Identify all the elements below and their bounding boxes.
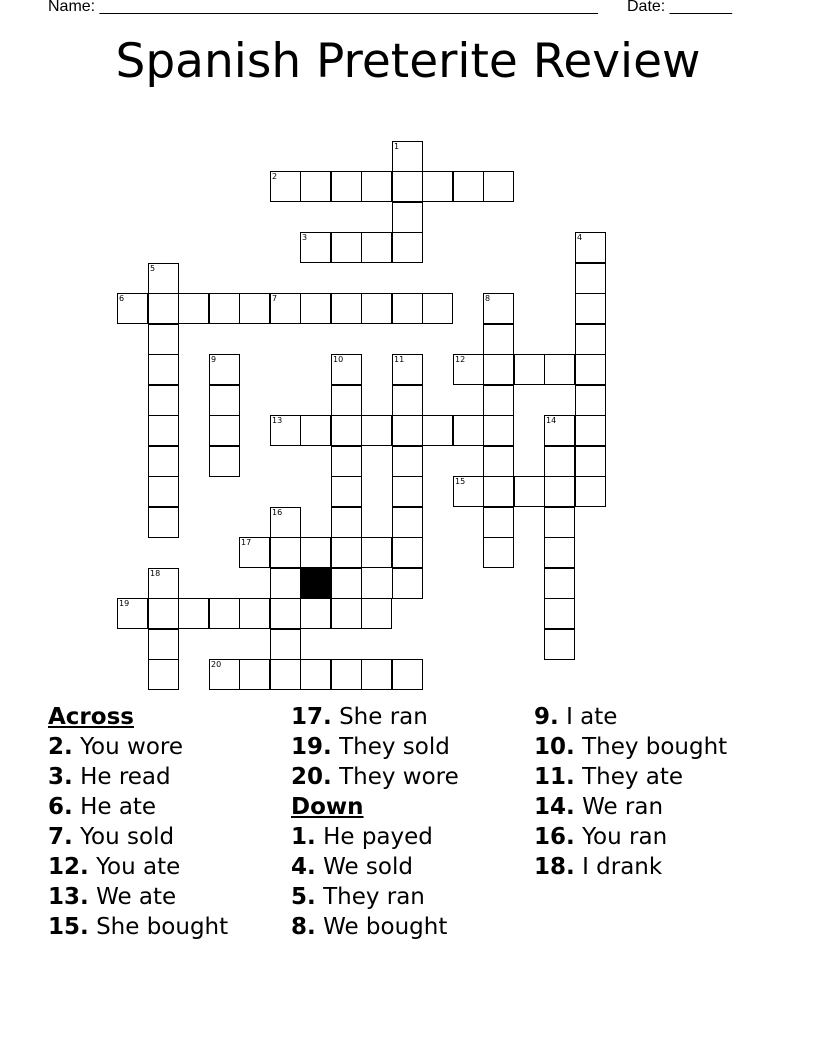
- grid-cell[interactable]: [331, 507, 362, 538]
- grid-cell[interactable]: [575, 476, 606, 507]
- grid-cell[interactable]: [270, 568, 301, 599]
- clue-text: She bought: [96, 914, 229, 940]
- grid-cell[interactable]: [453, 171, 484, 202]
- grid-cell[interactable]: [361, 537, 392, 568]
- clue-text: They sold: [339, 734, 450, 760]
- grid-cell[interactable]: [331, 446, 362, 477]
- grid-cell[interactable]: [148, 507, 179, 538]
- clue-number: 3: [302, 233, 308, 242]
- clue-number: 14.: [534, 794, 575, 820]
- grid-cell[interactable]: [544, 629, 575, 660]
- grid-cell[interactable]: [361, 171, 392, 202]
- date-field[interactable]: Date: _______: [627, 0, 732, 15]
- clue-number: 20: [211, 660, 222, 669]
- grid-cell[interactable]: [148, 476, 179, 507]
- grid-cell[interactable]: [544, 568, 575, 599]
- grid-cell[interactable]: [209, 659, 240, 690]
- clue-text: They bought: [582, 734, 728, 760]
- clue-number: 1: [394, 142, 400, 151]
- grid-cell[interactable]: [148, 629, 179, 660]
- grid-cell[interactable]: [392, 537, 423, 568]
- clue-number: 16: [272, 508, 283, 517]
- grid-cell[interactable]: [270, 659, 301, 690]
- grid-cell[interactable]: [270, 171, 301, 202]
- grid-cell[interactable]: [483, 293, 514, 324]
- clue-number: 11.: [534, 764, 575, 790]
- grid-cell[interactable]: [270, 598, 301, 629]
- clue-item: [291, 822, 459, 852]
- grid-cell[interactable]: [575, 324, 606, 355]
- clue-text: They wore: [339, 764, 459, 790]
- grid-cell[interactable]: [117, 293, 148, 324]
- clue-number: 19.: [291, 734, 332, 760]
- grid-cell[interactable]: [575, 354, 606, 385]
- grid-cell[interactable]: [392, 476, 423, 507]
- clue-number: 16.: [534, 824, 575, 850]
- clue-item: [48, 852, 228, 882]
- grid-cell[interactable]: [544, 476, 575, 507]
- grid-cell[interactable]: [148, 324, 179, 355]
- grid-cell[interactable]: [331, 171, 362, 202]
- grid-cell[interactable]: [270, 537, 301, 568]
- clue-text: We sold: [323, 854, 413, 880]
- grid-cell[interactable]: [544, 537, 575, 568]
- grid-cell[interactable]: [117, 598, 148, 629]
- grid-cell[interactable]: [148, 568, 179, 599]
- grid-cell[interactable]: [422, 415, 453, 446]
- clue-text: You wore: [80, 734, 184, 760]
- grid-cell[interactable]: [575, 263, 606, 294]
- grid-cell[interactable]: [148, 659, 179, 690]
- grid-cell[interactable]: [392, 568, 423, 599]
- grid-cell[interactable]: [331, 659, 362, 690]
- clue-item: [291, 912, 459, 942]
- grid-cell[interactable]: [575, 446, 606, 477]
- grid-cell[interactable]: [331, 598, 362, 629]
- clue-column-3: [534, 702, 727, 882]
- grid-cell[interactable]: [392, 659, 423, 690]
- grid-cell[interactable]: [483, 171, 514, 202]
- clue-item: [291, 882, 459, 912]
- clue-number: 7.: [48, 824, 73, 850]
- grid-cell[interactable]: [422, 293, 453, 324]
- grid-cell[interactable]: [300, 537, 331, 568]
- clue-number: 17: [241, 538, 252, 547]
- clue-number: 7: [272, 294, 278, 303]
- grid-cell[interactable]: [575, 415, 606, 446]
- clue-number: 8.: [291, 914, 316, 940]
- grid-cell[interactable]: [544, 507, 575, 538]
- across-heading: Across: [48, 704, 134, 730]
- grid-cell[interactable]: [270, 293, 301, 324]
- grid-cell[interactable]: [148, 385, 179, 416]
- clue-text: He ate: [80, 794, 157, 820]
- clue-item: [534, 822, 727, 852]
- grid-cell[interactable]: [270, 629, 301, 660]
- grid-cell[interactable]: [544, 446, 575, 477]
- grid-cell[interactable]: [483, 476, 514, 507]
- grid-cell[interactable]: [422, 171, 453, 202]
- clue-item: [534, 732, 727, 762]
- grid-cell[interactable]: [209, 446, 240, 477]
- grid-cell[interactable]: [270, 415, 301, 446]
- grid-cell[interactable]: [392, 446, 423, 477]
- grid-cell[interactable]: [209, 354, 240, 385]
- clue-number: 17.: [291, 704, 332, 730]
- grid-cell[interactable]: [239, 537, 270, 568]
- grid-cell[interactable]: [575, 293, 606, 324]
- grid-cell[interactable]: [300, 598, 331, 629]
- grid-cell[interactable]: [361, 659, 392, 690]
- clue-number: 2: [272, 172, 278, 181]
- clue-number: 12.: [48, 854, 89, 880]
- grid-cell[interactable]: [453, 354, 484, 385]
- clue-text: We bought: [323, 914, 448, 940]
- grid-cell[interactable]: [392, 354, 423, 385]
- clue-item: [534, 702, 727, 732]
- grid-cell[interactable]: [453, 415, 484, 446]
- clue-number: 3.: [48, 764, 73, 790]
- clue-number: 20.: [291, 764, 332, 790]
- grid-cell[interactable]: [331, 537, 362, 568]
- clue-number: 1.: [291, 824, 316, 850]
- clue-text: You sold: [80, 824, 175, 850]
- clue-item: [291, 762, 459, 792]
- clue-text: We ate: [96, 884, 177, 910]
- grid-cell[interactable]: [453, 476, 484, 507]
- clue-number: 18: [150, 569, 161, 578]
- grid-cell[interactable]: [331, 476, 362, 507]
- grid-cell[interactable]: [148, 293, 179, 324]
- clue-text: She ran: [339, 704, 428, 730]
- grid-black-cell: [300, 568, 331, 599]
- clue-number: 8: [485, 294, 491, 303]
- clue-number: 13: [272, 416, 283, 425]
- clue-text: You ate: [96, 854, 181, 880]
- clue-text: We ran: [582, 794, 664, 820]
- grid-cell[interactable]: [239, 293, 270, 324]
- clue-item: [48, 882, 228, 912]
- clue-text: He read: [80, 764, 171, 790]
- clue-number: 9: [211, 355, 217, 364]
- grid-cell[interactable]: [544, 354, 575, 385]
- clue-number: 15.: [48, 914, 89, 940]
- clue-number: 11: [394, 355, 405, 364]
- grid-cell[interactable]: [178, 293, 209, 324]
- grid-cell[interactable]: [361, 232, 392, 263]
- grid-cell[interactable]: [483, 324, 514, 355]
- grid-cell[interactable]: [544, 598, 575, 629]
- clue-text: They ate: [582, 764, 684, 790]
- clue-item: [48, 762, 228, 792]
- clue-item: [48, 912, 228, 942]
- name-field[interactable]: Name: ________________________________________________________: [48, 0, 598, 15]
- clue-item: [291, 852, 459, 882]
- clue-number: 15: [455, 477, 466, 486]
- grid-cell[interactable]: [209, 415, 240, 446]
- clue-column-2: [291, 702, 459, 942]
- grid-cell[interactable]: [148, 446, 179, 477]
- clue-text: They ran: [323, 884, 425, 910]
- clue-text: You ran: [582, 824, 668, 850]
- grid-cell[interactable]: [331, 354, 362, 385]
- grid-cell[interactable]: [148, 263, 179, 294]
- grid-cell[interactable]: [361, 598, 392, 629]
- clue-number: 6.: [48, 794, 73, 820]
- clue-item: [534, 792, 727, 822]
- grid-cell[interactable]: [270, 507, 301, 538]
- clue-number: 14: [546, 416, 557, 425]
- clue-number: 2.: [48, 734, 73, 760]
- grid-cell[interactable]: [392, 141, 423, 172]
- clue-number: 13.: [48, 884, 89, 910]
- grid-cell[interactable]: [392, 293, 423, 324]
- grid-cell[interactable]: [148, 415, 179, 446]
- grid-cell[interactable]: [392, 232, 423, 263]
- clue-number: 4: [577, 233, 583, 242]
- clue-number: 12: [455, 355, 466, 364]
- grid-cell[interactable]: [239, 659, 270, 690]
- grid-cell[interactable]: [483, 446, 514, 477]
- grid-cell[interactable]: [331, 415, 362, 446]
- clue-number: 5: [150, 264, 156, 273]
- grid-cell[interactable]: [300, 415, 331, 446]
- down-heading: Down: [291, 794, 364, 820]
- grid-cell[interactable]: [331, 232, 362, 263]
- grid-cell[interactable]: [209, 385, 240, 416]
- grid-cell[interactable]: [575, 385, 606, 416]
- grid-cell[interactable]: [392, 171, 423, 202]
- grid-cell[interactable]: [483, 415, 514, 446]
- grid-cell[interactable]: [392, 507, 423, 538]
- clue-item: [48, 792, 228, 822]
- clue-number: 6: [119, 294, 125, 303]
- clue-number: 10: [333, 355, 344, 364]
- grid-cell[interactable]: [300, 659, 331, 690]
- clue-item: [291, 732, 459, 762]
- grid-cell[interactable]: [483, 354, 514, 385]
- grid-cell[interactable]: [209, 293, 240, 324]
- clue-text: He payed: [323, 824, 433, 850]
- clue-column-1: [48, 702, 228, 942]
- grid-cell[interactable]: [209, 598, 240, 629]
- grid-cell[interactable]: [361, 293, 392, 324]
- grid-cell[interactable]: [392, 385, 423, 416]
- clue-item: [48, 732, 228, 762]
- clue-item: [534, 852, 727, 882]
- page-title: Spanish Preterite Review: [115, 34, 701, 89]
- grid-cell[interactable]: [331, 293, 362, 324]
- clue-number: 19: [119, 599, 130, 608]
- grid-cell[interactable]: [300, 293, 331, 324]
- grid-cell[interactable]: [331, 385, 362, 416]
- clue-number: 10.: [534, 734, 575, 760]
- grid-cell[interactable]: [483, 507, 514, 538]
- grid-cell[interactable]: [148, 598, 179, 629]
- clue-item: [291, 702, 459, 732]
- clue-text: I ate: [566, 704, 618, 730]
- grid-cell[interactable]: [239, 598, 270, 629]
- grid-cell[interactable]: [575, 232, 606, 263]
- grid-cell[interactable]: [392, 202, 423, 233]
- clue-number: 4.: [291, 854, 316, 880]
- clue-number: 18.: [534, 854, 575, 880]
- clue-text: I drank: [582, 854, 663, 880]
- grid-cell[interactable]: [514, 476, 545, 507]
- clue-number: 9.: [534, 704, 559, 730]
- clue-item: [48, 822, 228, 852]
- clue-item: [534, 762, 727, 792]
- grid-cell[interactable]: [483, 537, 514, 568]
- grid-cell[interactable]: [331, 568, 362, 599]
- grid-cell[interactable]: [300, 232, 331, 263]
- grid-cell[interactable]: [514, 354, 545, 385]
- grid-cell[interactable]: [361, 415, 392, 446]
- grid-cell[interactable]: [483, 385, 514, 416]
- clue-number: 5.: [291, 884, 316, 910]
- grid-cell[interactable]: [148, 354, 179, 385]
- grid-cell[interactable]: [300, 171, 331, 202]
- grid-cell[interactable]: [544, 415, 575, 446]
- grid-cell[interactable]: [392, 415, 423, 446]
- grid-cell[interactable]: [178, 598, 209, 629]
